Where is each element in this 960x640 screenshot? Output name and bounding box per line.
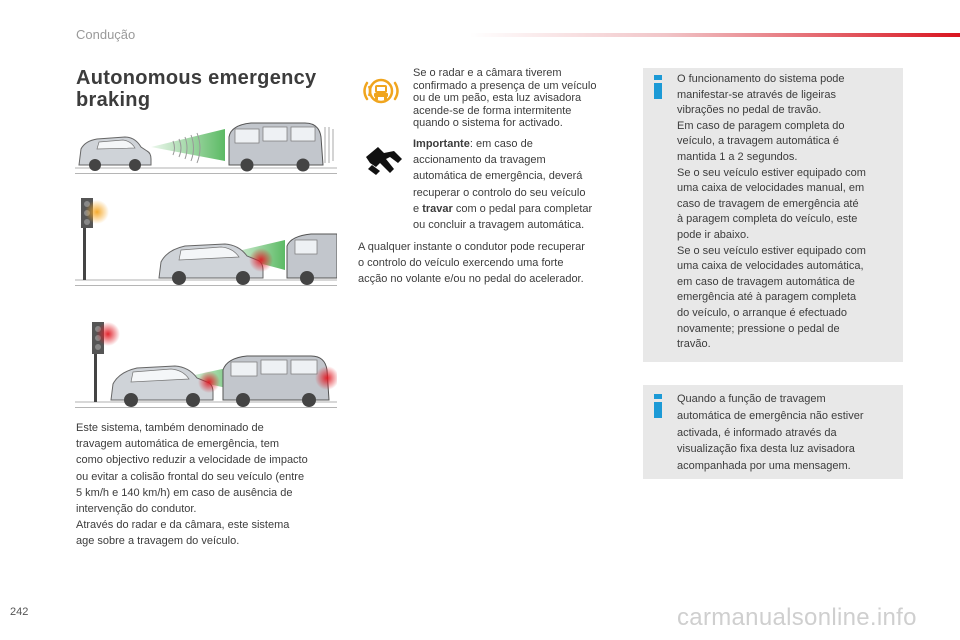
header-accent-bar <box>470 33 960 37</box>
watermark: carmanualsonline.info <box>677 604 917 631</box>
info-box-operation-text: O funcionamento do sistema pode manifestar-se através de ligeiras vibrações no pedal de travão. Em caso de paragem completa do veículo, a travagem automática é mantida 1 a 2 segundos. Se o seu veículo estiver equipado com uma caixa de velocidades manual, em caso de travagem de emergência até à paragem completa do veículo, este pode ir abaixo. Se o seu veículo estiver equipado com uma caixa de velocidades automática, em caso de travagem automática de emergência até à paragem completa do veículo, o arranque é efectuado novamente; pressione o pedal de travão. <box>677 73 866 351</box>
driver-override-paragraph: A qualquer instante o condutor pode recuperar o controlo do veículo exercendo uma forte acção no volante e/ou no pedal do acelerador. <box>358 241 585 286</box>
important-note: Importante: em caso de accionamento da travagem automática de emergência, deverá recuperar o controlo do seu veículo e travar com o pedal para completar ou concluir a travagem automática. <box>413 138 593 232</box>
illustration-emergency-braking <box>75 312 337 408</box>
page-number: 242 <box>10 606 29 618</box>
warning-lamp-description: Se o radar e a câmara tiverem confirmado a presença de um veículo ou de um peão, esta luz avisadora acende-se de forma intermitente quando o sistema for activado. <box>413 67 597 130</box>
illustration-braking-warning <box>75 190 337 286</box>
info-box-operation <box>643 68 903 362</box>
info-box-deactivated <box>643 385 903 479</box>
collision-warning-lamp-icon <box>361 71 401 111</box>
info-box-deactivated-text: Quando a função de travagem automática de emergência não estiver activada, é informado através da visualização fixa desta luz avisadora acompanhada por uma mensagem. <box>677 393 864 473</box>
important-hand-icon <box>364 143 404 177</box>
header-section-title: Condução <box>76 27 136 42</box>
intro-paragraph: Este sistema, também denominado de travagem automática de emergência, tem como objectivo reduzir a velocidade de impacto ou evitar a colisão frontal do seu veículo (entre 5 km/h e 140 km/h) em caso de ausência de intervenção do condutor. Através do radar e da câmara, este sistema age sobre a travagem do veículo. <box>76 422 308 548</box>
illustration-car-following-van <box>75 115 337 174</box>
page-title: Autonomous emergency braking <box>76 67 317 111</box>
